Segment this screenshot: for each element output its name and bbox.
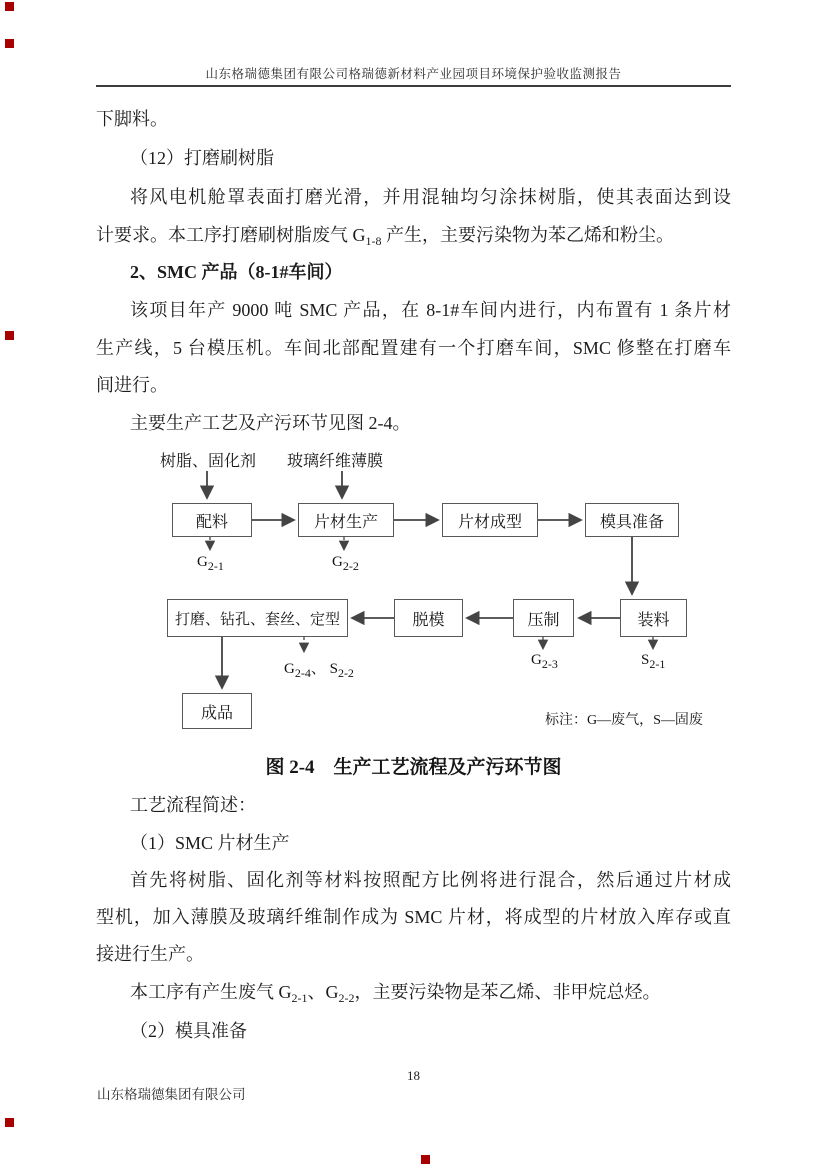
emission-label-g2-2 (332, 554, 359, 571)
emission-subscript: 2-4 (294, 666, 311, 680)
emission-symbol: G (284, 661, 295, 677)
paragraph-12-line2 (96, 222, 731, 248)
flow-box-demolding: 脱模 (394, 599, 463, 637)
emission-subscript: 2-2 (337, 666, 354, 680)
emission-label-s2-1 (641, 652, 665, 669)
emission-label-g2-4-s2-2 (284, 657, 354, 678)
emission-subscript: 2-1 (207, 559, 224, 573)
text-segment: 本工序有产生废气 G (130, 982, 292, 1002)
emission-symbol: G (531, 652, 542, 668)
text-segment: 、G (307, 982, 339, 1002)
flow-box-batching: 配料 (172, 503, 252, 537)
figure-caption: 图 2-4 生产工艺流程及产污环节图 (265, 757, 562, 778)
heading-item-12: （12）打磨刷树脂 (130, 148, 274, 168)
subscript-g2-1: 2-1 (291, 991, 308, 1005)
red-marker (5, 1118, 14, 1127)
flow-box-sheet-forming: 片材成型 (442, 503, 538, 537)
subscript-g1-8: 1-8 (365, 234, 382, 248)
figure-legend-note: 标注：G—废气，S—固废 (545, 713, 703, 728)
heading-step-1: （1）SMC 片材生产 (130, 833, 290, 853)
heading-step-2: （2）模具准备 (130, 1021, 247, 1041)
red-marker (421, 1155, 430, 1164)
header-rule (96, 85, 731, 87)
emission-symbol: 、 S (310, 661, 338, 677)
flow-box-mold-preparation: 模具准备 (585, 503, 679, 537)
paragraph-12-line1: 将风电机舱罩表面打磨光滑，并用混轴均匀涂抹树脂，使其表面达到设 (130, 187, 731, 207)
paragraph-figure-ref: 主要生产工艺及产污环节见图 2-4。 (130, 413, 411, 433)
emission-symbol: G (332, 554, 343, 570)
heading-smc-product: 2、SMC 产品（8-1#车间） (130, 262, 343, 282)
header-title: 山东格瑞德集团有限公司格瑞德新材料产业园项目环境保护验收监测报告 (205, 67, 622, 81)
paragraph-process-intro: 工艺流程简述： (130, 795, 256, 815)
footer-company: 山东格瑞德集团有限公司 (97, 1087, 246, 1102)
emission-label-g2-1 (197, 554, 224, 571)
paragraph-step1-line1: 首先将树脂、固化剂等材料按照配方比例将进行混合，然后通过片材成 (130, 870, 731, 890)
paragraph-step1-line2: 型机，加入薄膜及玻璃纤维制作成为 SMC 片材，将成型的片材放入库存或直 (96, 907, 731, 927)
text-segment: 计要求。本工序打磨刷树脂废气 G (96, 225, 366, 245)
flow-box-pressing: 压制 (513, 599, 574, 637)
red-marker (5, 331, 14, 340)
paragraph-smc-line2: 生产线，5 台模压机。车间北部配置建有一个打磨车间，SMC 修整在打磨车 (96, 338, 731, 358)
page-number: 18 (407, 1068, 420, 1083)
red-marker (5, 39, 14, 48)
emission-subscript: 2-1 (649, 657, 666, 671)
emission-subscript: 2-3 (541, 657, 558, 671)
paragraph-leftover: 下脚料。 (96, 109, 168, 129)
emission-symbol: G (197, 554, 208, 570)
red-marker (5, 2, 14, 11)
emission-label-g2-3 (531, 652, 558, 669)
flow-box-sheet-production: 片材生产 (298, 503, 394, 537)
emission-symbol: S (641, 652, 650, 668)
paragraph-smc-line1: 该项目年产 9000 吨 SMC 产品，在 8-1#车间内进行，内布置有 1 条片材 (130, 300, 731, 320)
flow-input-resin-hardener: 树脂、固化剂 (160, 453, 257, 470)
flow-input-glass-fiber-film: 玻璃纤维薄膜 (287, 453, 384, 470)
subscript-g2-2: 2-2 (338, 991, 355, 1005)
paragraph-smc-line3: 间进行。 (96, 375, 168, 395)
flow-box-loading: 装料 (620, 599, 687, 637)
text-segment: 产生，主要污染物为苯乙烯和粉尘。 (381, 225, 674, 245)
text-segment: ，主要污染物是苯乙烯、非甲烷总烃。 (354, 982, 661, 1002)
flow-box-finishing: 打磨、钻孔、套丝、定型 (167, 599, 348, 637)
flow-box-finished-product: 成品 (182, 693, 252, 729)
emission-subscript: 2-2 (342, 559, 359, 573)
paragraph-step1-emissions (96, 979, 731, 1005)
paragraph-step1-line3: 接进行生产。 (96, 944, 204, 964)
